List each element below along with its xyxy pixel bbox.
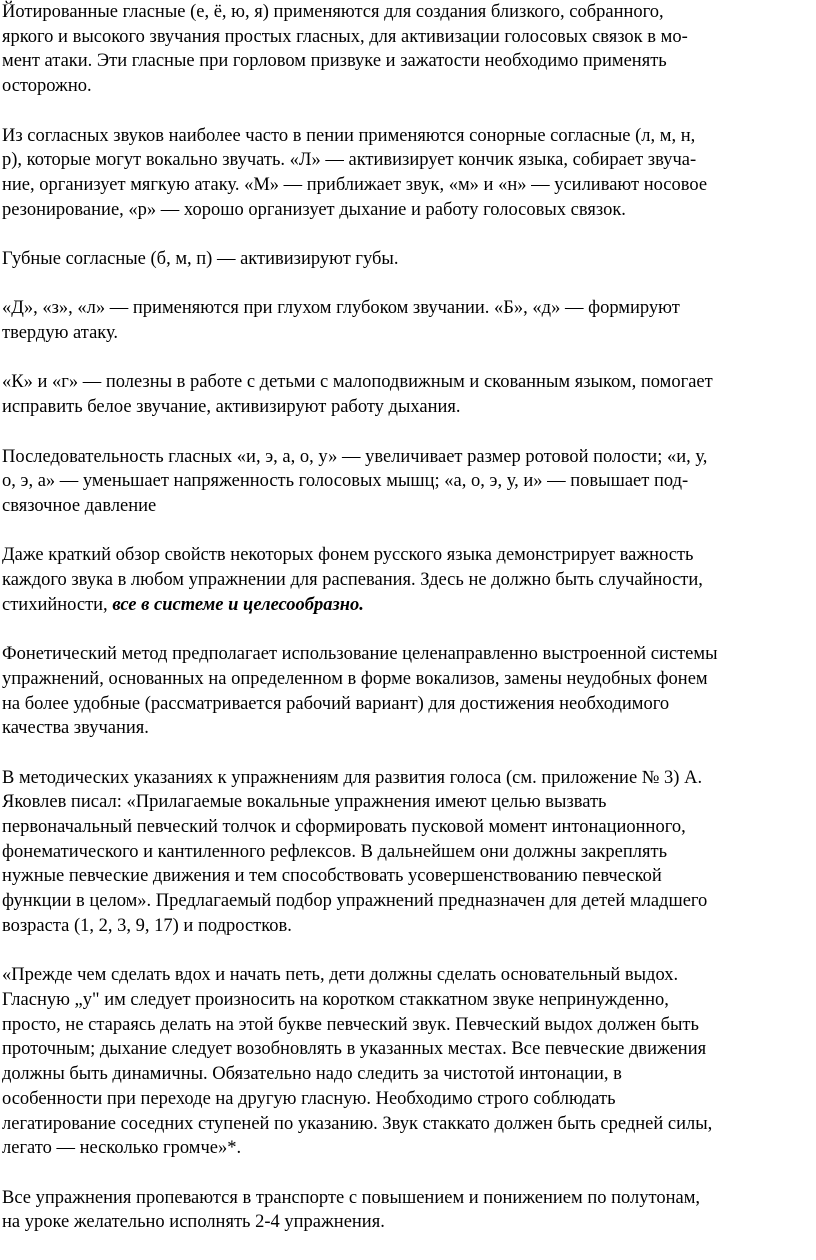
text-line: яркого и высокого звучания простых гласных, для активизации голосовых связок в мо- xyxy=(2,26,688,47)
text-line: особенности при переходе на другую гласную. Необходимо строго соблюдать xyxy=(2,1088,616,1109)
text-line: Йотированные гласные (е, ё, ю, я) применяются для создания близкого, собранного, xyxy=(2,2,664,22)
text-line: «К» и «г» — полезны в работе с детьми с малоподвижным и скованным языком, помогает xyxy=(2,372,713,393)
text-line: Губные согласные (б, м, п) — активизируют губы. xyxy=(2,249,399,269)
text-line: В методических указаниях к упражнениям для развития голоса (см. приложение № 3) А. xyxy=(2,767,703,788)
text-line: «Прежде чем сделать вдох и начать петь, дети должны сделать основательный выдох. xyxy=(2,965,679,986)
text-line: Яковлев писал: «Прилагаемые вокальные упражнения имеют целью вызвать xyxy=(2,792,607,813)
text-line: Последовательность гласных «и, э, а, о, у» — увеличивает размер ротовой полости; «и, у, xyxy=(2,446,708,467)
paragraph-breathing-quote xyxy=(2,963,806,1161)
paragraph-transposition xyxy=(2,1186,806,1235)
text-line: твердую атаку. xyxy=(2,323,119,344)
text-line: должны быть динамичны. Обязательно надо следить за чистотой интонации, в xyxy=(2,1064,622,1085)
text-line: Все упражнения пропеваются в транспорте с повышением и понижением по полутонам, xyxy=(2,1187,701,1208)
text-line: ние, организует мягкую атаку. «М» — приближает звук, «м» и «н» — усиливают носовое xyxy=(2,174,708,195)
paragraph-vowel-sequence xyxy=(2,445,806,519)
text-line: Фонетический метод предполагает использование целенаправленно выстроенной системы xyxy=(2,644,718,665)
text-line: проточным; дыхание следует возобновлять в указанных местах. Все певческие движения xyxy=(2,1039,707,1060)
text-line: осторожно. xyxy=(2,76,92,97)
paragraph-iotated-vowels xyxy=(2,0,806,99)
text-line: нужные певческие движения и тем способствовать усовершенствованию певческой xyxy=(2,866,662,887)
text-line: каждого звука в любом упражнении для распевания. Здесь не должно быть случайности, xyxy=(2,570,703,591)
text-line: резонирование, «р» — хорошо организует дыхание и работу голосовых связок. xyxy=(2,199,626,220)
text-line: связочное давление xyxy=(2,495,157,516)
emphasized-text: все в системе и целесообразно. xyxy=(112,594,364,615)
text-line: мент атаки. Эти гласные при горловом призвуке и зажатости необходимо применять xyxy=(2,51,667,72)
document-page xyxy=(2,0,806,1260)
paragraph-k-g-consonants xyxy=(2,370,806,419)
text-line: о, э, а» — уменьшает напряженность голосовых мышц; «а, о, э, у, и» — повышает под- xyxy=(2,471,689,492)
paragraph-phoneme-overview xyxy=(2,543,806,617)
paragraph-sonorant-consonants xyxy=(2,124,806,223)
text-line: «Д», «з», «л» — применяются при глухом глубоком звучании. «Б», «д» — формируют xyxy=(2,298,680,319)
text-line: Даже краткий обзор свойств некоторых фонем русского языка демонстрирует важность xyxy=(2,545,694,566)
text-line: легато — несколько громче»*. xyxy=(2,1138,242,1159)
text-line: легатирование соседних ступеней по указанию. Звук стаккато должен быть средней силы, xyxy=(2,1113,713,1134)
text-line: качества звучания. xyxy=(2,718,149,739)
text-line: на более удобные (рассматривается рабочий вариант) для достижения необходимого xyxy=(2,693,670,714)
text-line: Из согласных звуков наиболее часто в пении применяются сонорные согласные (л, м, н, xyxy=(2,125,696,146)
text-line: Гласную „у" им следует произносить на коротком стаккатном звуке непринужденно, xyxy=(2,989,669,1010)
text-line: на уроке желательно исполнять 2-4 упражнения. xyxy=(2,1212,385,1233)
text-line: упражнений, основанных на определенном в форме вокализов, замены неудобных фонем xyxy=(2,668,708,689)
text-line: стихийности, xyxy=(2,594,113,615)
text-line: первоначальный певческий толчок и сформировать пусковой момент интонационного, xyxy=(2,817,686,838)
text-line: просто, не стараясь делать на этой букве певческий звук. Певческий выдох должен быть xyxy=(2,1014,699,1035)
text-line: возраста (1, 2, 3, 9, 17) и подростков. xyxy=(2,915,292,936)
paragraph-yakovlev-guidelines xyxy=(2,766,806,939)
paragraph-phonetic-method xyxy=(2,642,806,741)
text-line: исправить белое звучание, активизируют работу дыхания. xyxy=(2,397,461,418)
text-line: функции в целом». Предлагаемый подбор упражнений предназначен для детей младшего xyxy=(2,891,708,912)
text-line: р), которые могут вокально звучать. «Л» — активизирует кончик языка, собирает звуча- xyxy=(2,150,697,171)
paragraph-labial-consonants xyxy=(2,247,806,272)
text-line: фонематического и кантиленного рефлексов. В дальнейшем они должны закреплять xyxy=(2,841,668,862)
paragraph-d-z-l-consonants xyxy=(2,296,806,345)
